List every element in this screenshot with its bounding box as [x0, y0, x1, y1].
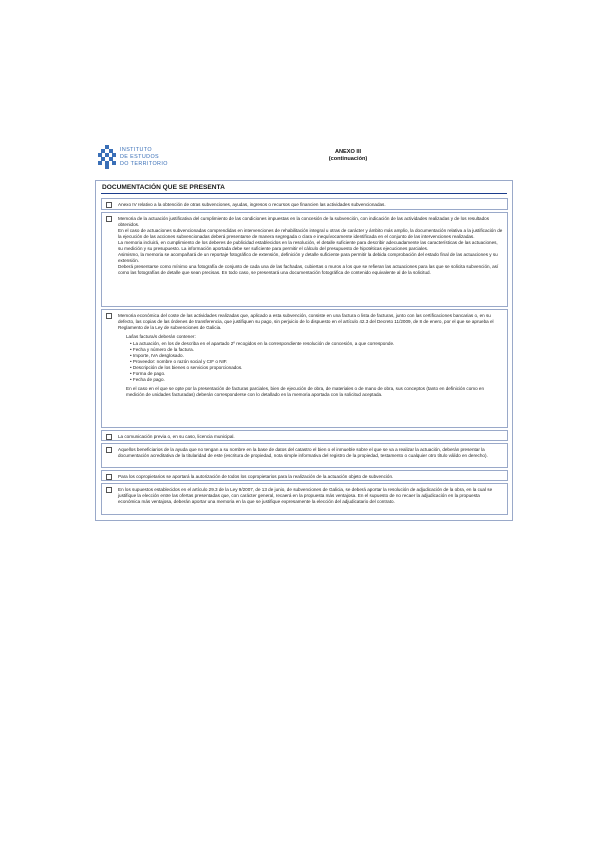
item-intro: Memoria económica del coste de las actividades realizadas que, aplicado a esta subvención, consiste en una factura o lista de facturas, junto con las certificaciones bancarias o, en su defecto, las copias de las órdenes de transferencia, que justifiquen su pago, sin perjuicio de lo dispuesto en el artículo 42.3 del Decreto 11/2009, de 8 de enero, por el que se aprueba el Reglamento de la Ley de subvenciones de Galicia. [118, 312, 494, 330]
annex-subtitle: (continuación) [328, 156, 368, 162]
invoice-list-title: La/las factura/s deberán contener: [126, 333, 196, 339]
doc-item-memoria-economica [101, 309, 508, 428]
annex-heading [278, 149, 418, 163]
annex-title: ANEXO III [334, 149, 362, 155]
list-item: • Importe, IVA desglosado. [130, 353, 503, 359]
list-item: • Fecha y número de la factura. [130, 347, 503, 353]
checkbox[interactable] [106, 487, 112, 493]
list-item: • Fecha de pago. [130, 377, 503, 383]
item-text [118, 216, 503, 276]
item-text: Para los copropietarios se aportará la autorización de todos los copropietarios para la realización de la actuación objeto de subvención. [118, 473, 394, 479]
checkbox[interactable] [106, 202, 112, 208]
item-text: La comunicación previa o, en su caso, licencia municipal. [118, 433, 235, 439]
checkbox[interactable] [106, 313, 112, 319]
logo-line: INSTITUTO [120, 147, 152, 153]
item-paragraph: Memoria de la actuación justificativa del cumplimiento de las condiciones impuestas en la concesión de la subvención, con indicación de las actividades realizadas y de los resultados obtenidos. [118, 215, 490, 227]
doc-item-memoria-actuacion [101, 212, 508, 307]
logo-line: DE ESTUDOS [120, 154, 160, 160]
item-text [118, 313, 503, 398]
item-paragraph: Asimismo, la memoria se acompañará de un reportaje fotográfico de extensión, definición y detalle suficiente para permitir la debida comprobación del estado final de las actuaciones y su extensión. [118, 251, 498, 263]
doc-item-annex-iv [101, 198, 508, 210]
documentation-panel [95, 180, 513, 521]
checkbox[interactable] [106, 474, 112, 480]
doc-item-titularidad [101, 443, 508, 468]
checkbox[interactable] [106, 447, 112, 453]
institute-logo [98, 145, 218, 175]
item-text: Anexo IV relativo a la obtención de otras subvenciones, ayudas, ingresos o recursos que financien las actividades subvencionadas. [118, 201, 386, 207]
item-paragraph: En el caso de actuaciones subvencionadas comprendidas en intervenciones de rehabilitación integral u otras de carácter y ámbito más amplio, la documentación relativa a la justificación de la ejecución de las acciones subvencionadas deberá presentarse de manera segregada o clara e inequívocamente identificada en el conjunto de las intervenciones realizadas. [118, 227, 503, 239]
checkbox[interactable] [106, 434, 112, 440]
item-paragraph: Deberá presentarse como mínimo una fotografía de conjunto de cada una de las fachadas, cubiertas o muros a los que se refieran las actuaciones para las que se solicita subvención, así como las fotografías de detalle que sean precisas. En todo caso, se presentará una documentación fotográfica de contenido equivalente al de la solicitud. [118, 263, 499, 275]
partial-invoice-note: En el caso en el que se opte por la presentación de facturas parciales, bien de ejecución de obra, de materiales o de mano de obra, sus conceptos (tanto en definición como en medición de unidades facturadas) deberán corresponderse con lo detallado en la memoria aportada con la solicitud aceptada. [126, 385, 485, 397]
invoice-requirements-list [130, 341, 503, 383]
section-divider [101, 193, 507, 194]
item-text: En los supuestos establecidos en el artículo 29.3 de la Ley 9/2007, de 13 de junio, de subvenciones de Galicia, se deberá aportar la resolución de adjudicación de la obra, en la cual se justifique la elección entre las ofertas presentadas que, con carácter general, recaerá en la propuesta más ventajosa. En el supuesto de no recaer la adjudicación en la propuesta económica más ventajosa, deberán aportar una memoria en la que se justifique expresamente la elección del adjudicatario del contrato. [118, 486, 493, 504]
doc-item-licencia [101, 430, 508, 441]
item-text: Aquellos beneficiarios de la ayuda que no tengan a su nombre en la base de datos del catastro el bien o el inmueble sobre el que se va a realizar la actuación, deberán presentar la documentación acreditativa de la titularidad de este (escritura de propiedad, nota simple informativa del registro de la propiedad, testamento o cualquier otro título válido en derecho). [118, 446, 488, 458]
doc-item-copropietarios [101, 470, 508, 481]
logo-text [120, 147, 220, 168]
doc-item-adjudicacion [101, 483, 508, 515]
xunta-emblem-icon [98, 145, 116, 169]
list-item: • Descripción de los bienes o servicios proporcionados. [130, 365, 503, 371]
page-header [98, 145, 518, 175]
checkbox[interactable] [106, 216, 112, 222]
item-paragraph: La memoria incluirá, en cumplimiento de los deberes de publicidad establecidos en la resolución, el detalle suficiente para describir adecuadamente las características de las actuaciones, su medición y su presupuesto. La información aportada debe ser suficiente para permitir el cálculo del presupuesto de hipotéticas ejecuciones parciales. [118, 239, 498, 251]
list-item: • Proveedor: nombre o razón social y CIF o NIF. [130, 359, 503, 365]
section-title: DOCUMENTACIÓN QUE SE PRESENTA [102, 184, 225, 191]
list-item: • La actuación, en los de describa en el apartado 2º recogidos en la correspondiente resolución de concesión, a que corresponde. [130, 341, 503, 347]
logo-line: DO TERRITORIO [120, 161, 168, 167]
list-item: • Forma de pago. [130, 371, 503, 377]
